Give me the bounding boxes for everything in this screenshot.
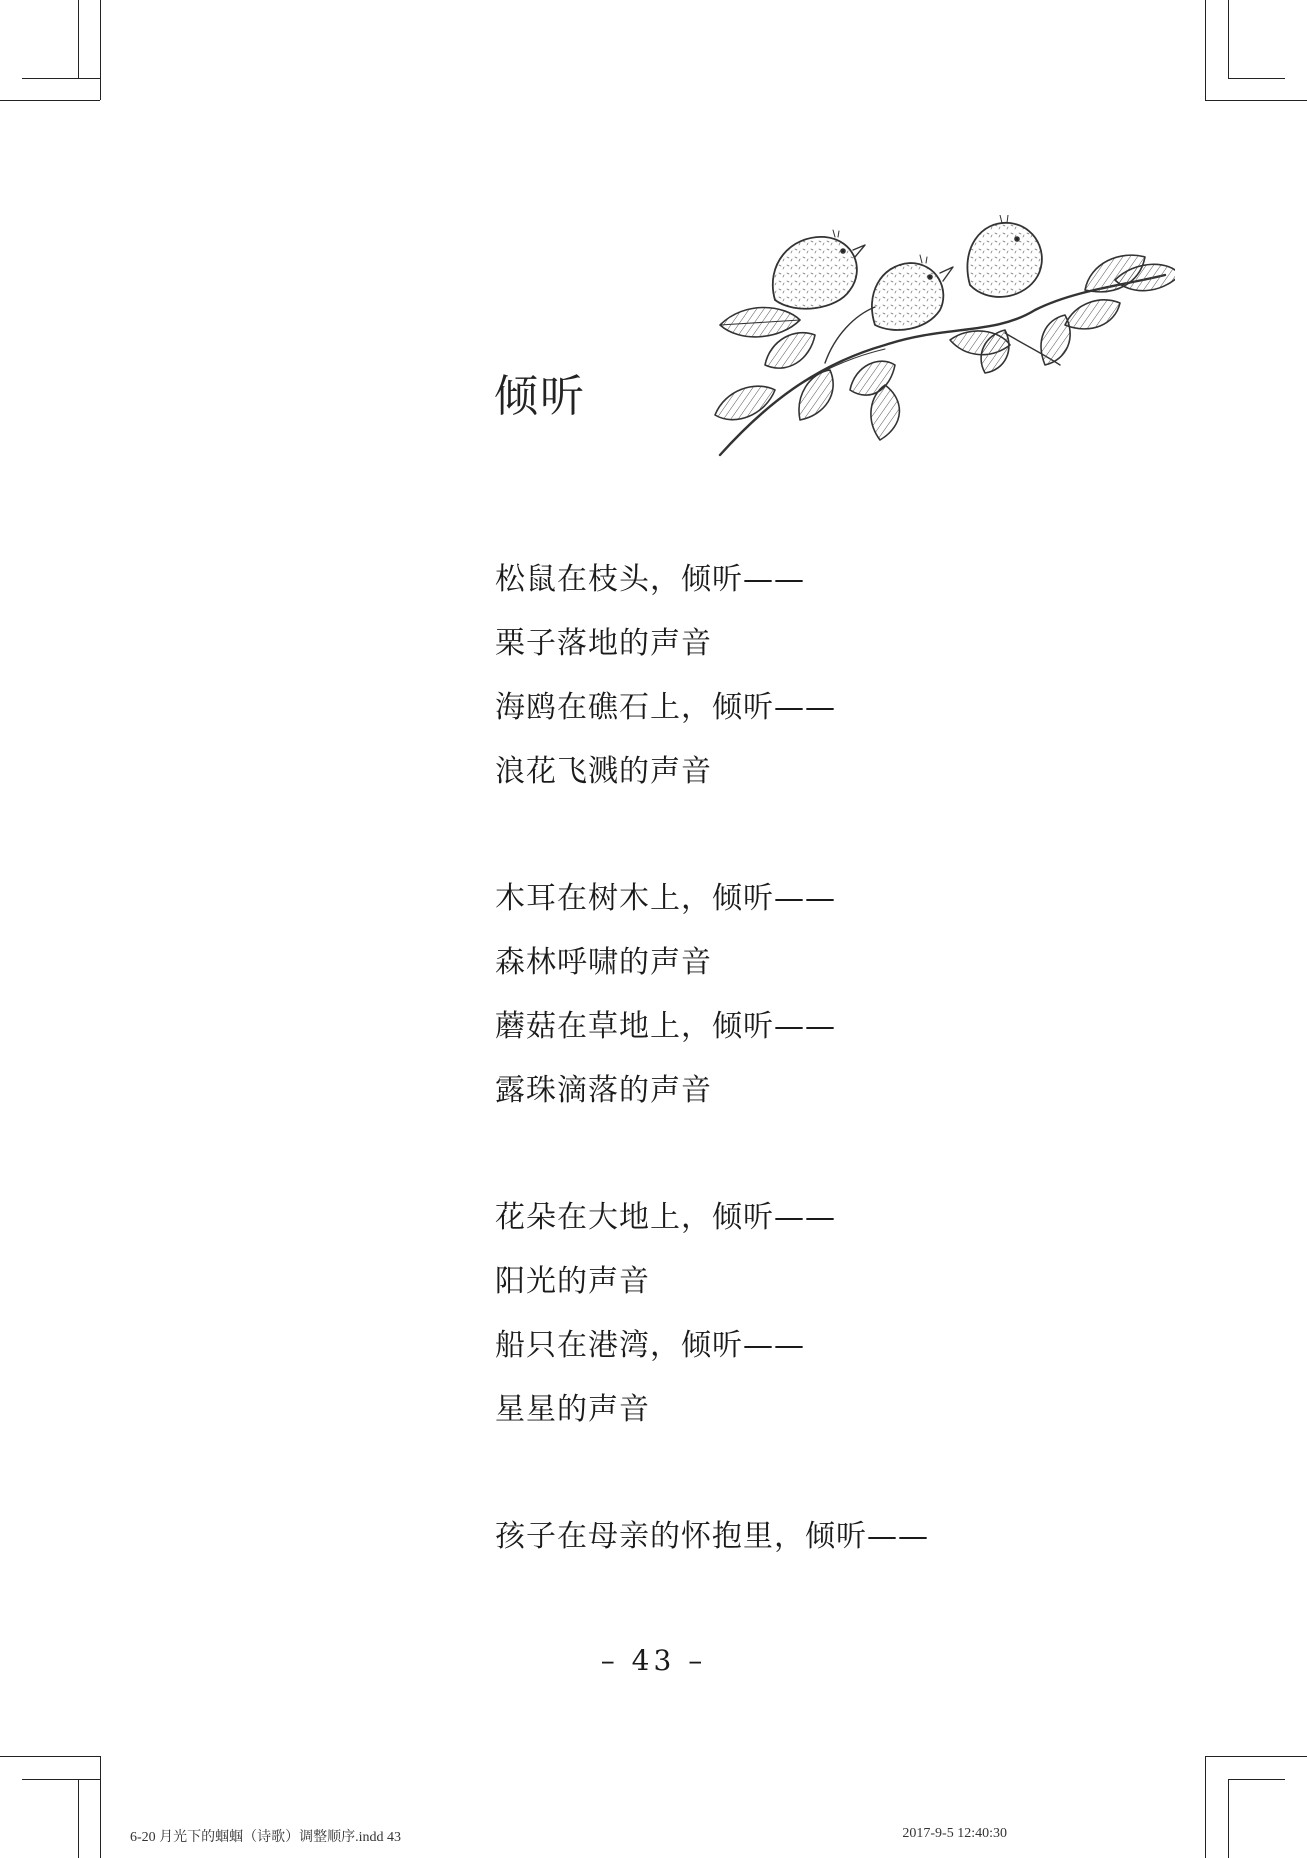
footer-file-name: 6-20 月光下的蝈蝈（诗歌）调整顺序.indd 43: [130, 1830, 402, 1845]
poem-line: 栗子落地的声音: [495, 626, 712, 661]
poem-line: 露珠滴落的声音: [495, 1073, 712, 1108]
crop-mark: [1205, 1756, 1206, 1858]
poem-line: 孩子在母亲的怀抱里，倾听——: [495, 1519, 929, 1554]
crop-mark: [1228, 1779, 1229, 1858]
poem-line: 花朵在大地上，倾听——: [495, 1200, 836, 1235]
stanza: [495, 1186, 1115, 1442]
stanza: [495, 1505, 1115, 1569]
crop-mark: [78, 0, 79, 78]
crop-mark: [78, 1779, 79, 1858]
crop-mark: [1205, 100, 1307, 101]
crop-mark: [22, 78, 100, 79]
crop-mark: [0, 100, 100, 101]
crop-mark: [100, 0, 101, 100]
poem-line: 木耳在树木上，倾听——: [495, 881, 836, 916]
poem-body: [495, 548, 1115, 1632]
crop-mark: [1228, 0, 1229, 78]
crop-mark: [100, 1756, 101, 1858]
poem-line: 浪花飞溅的声音: [495, 754, 712, 789]
crop-mark: [1228, 78, 1285, 79]
crop-mark: [1228, 1779, 1285, 1780]
crop-mark: [0, 1756, 100, 1757]
poem-line: 森林呼啸的声音: [495, 945, 712, 980]
crop-mark: [1205, 0, 1206, 100]
poem-line: 阳光的声音: [495, 1264, 650, 1299]
stanza: [495, 548, 1115, 804]
birds-on-branch-icon: [705, 215, 1175, 465]
crop-mark: [22, 1779, 100, 1780]
poem-line: 海鸥在礁石上，倾听——: [495, 690, 836, 725]
poem-line: 船只在港湾，倾听——: [495, 1328, 805, 1363]
poem-line: 松鼠在枝头，倾听——: [495, 562, 805, 597]
crop-mark: [1205, 1756, 1307, 1757]
poem-line: 星星的声音: [495, 1392, 650, 1427]
footer-timestamp: 2017-9-5 12:40:30: [902, 1826, 1007, 1841]
poem-line: 蘑菇在草地上，倾听——: [495, 1009, 836, 1044]
stanza: [495, 867, 1115, 1123]
poem-title: 倾听: [494, 371, 586, 422]
page-number: – 43 –: [600, 1644, 707, 1677]
